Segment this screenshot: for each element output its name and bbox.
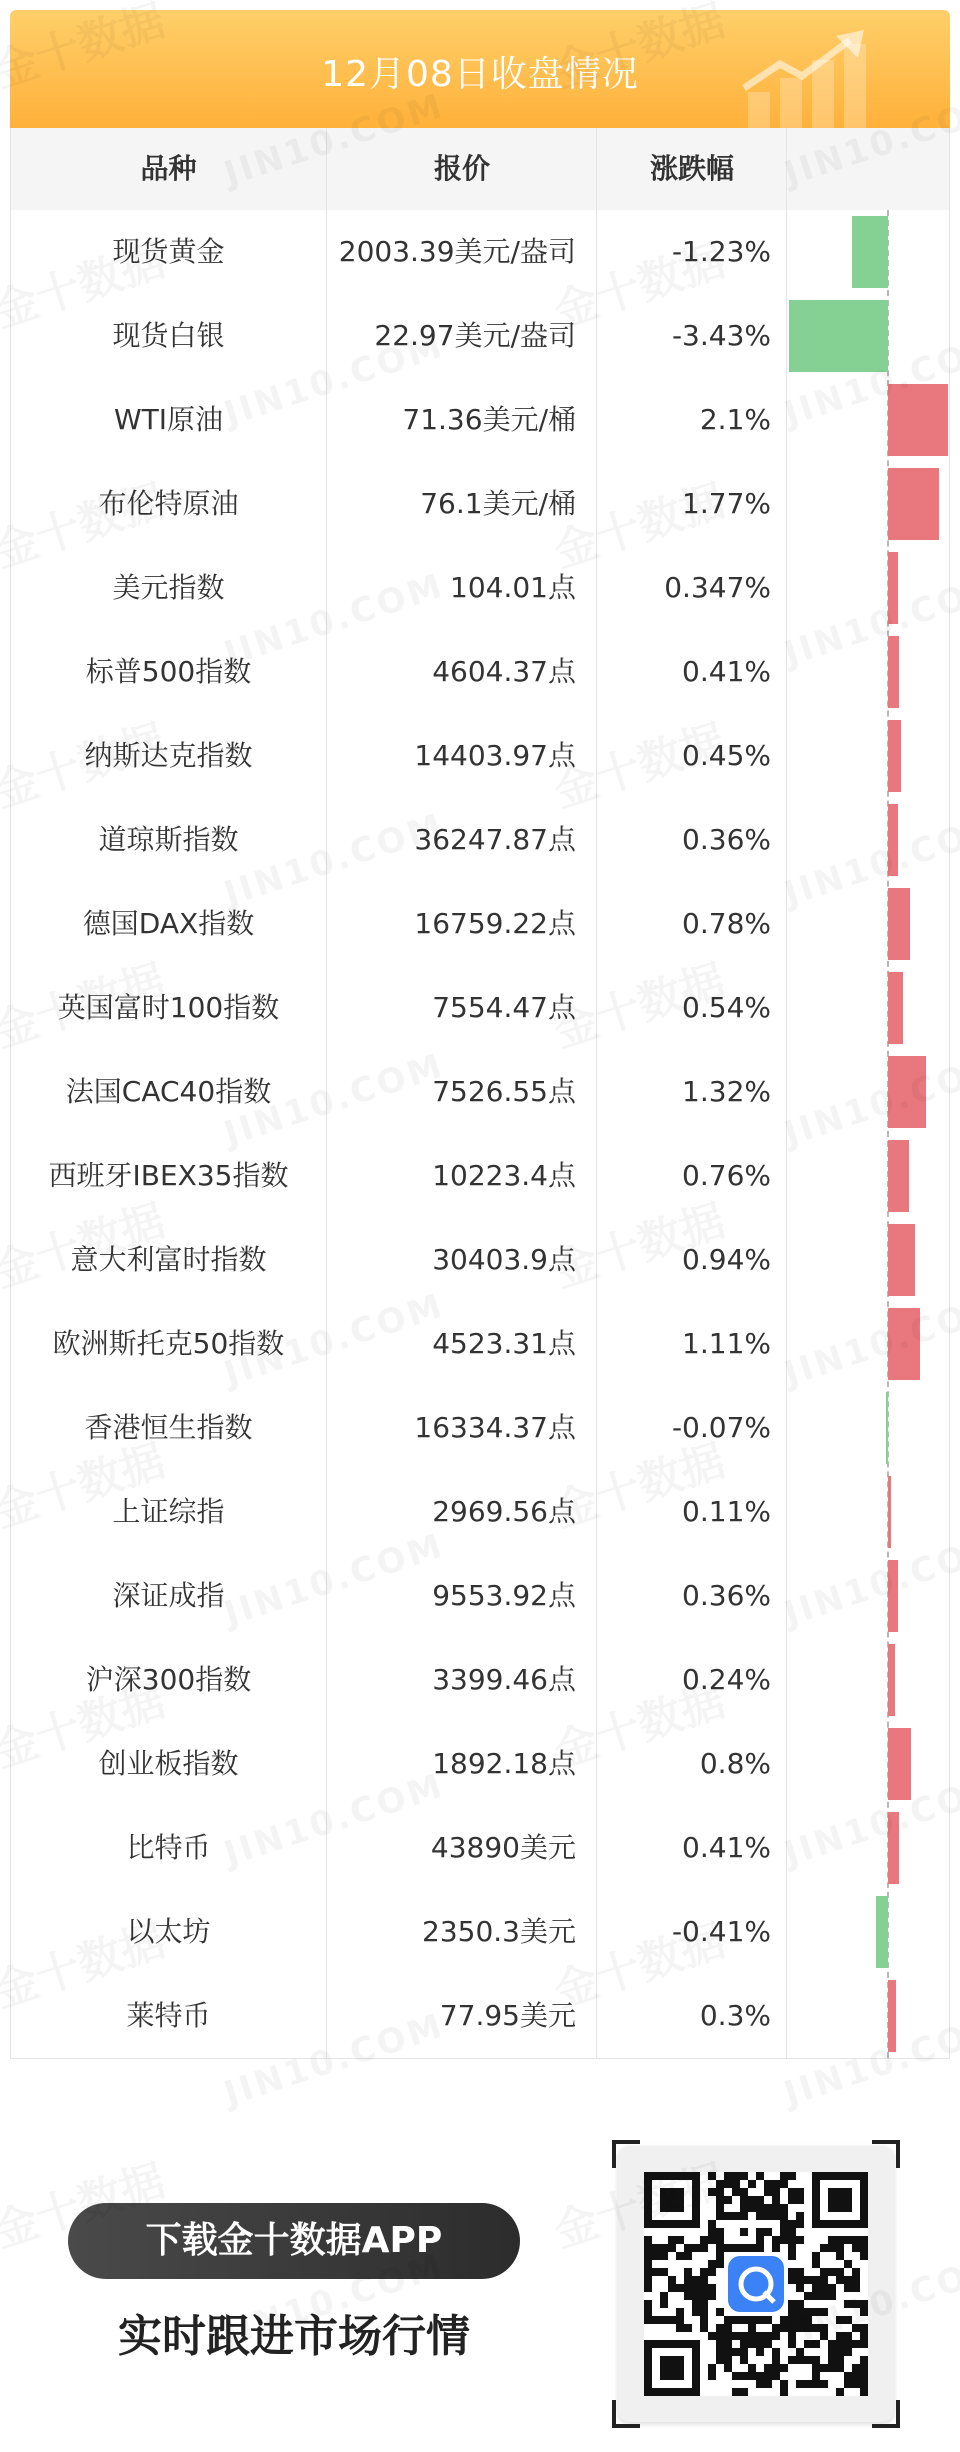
qr-corner-mark — [612, 2140, 640, 2168]
price-value: 16334.37点 — [414, 1411, 576, 1444]
gain-bar — [888, 1980, 897, 2052]
price-value: 7554.47点 — [432, 991, 576, 1024]
change-value: 1.11% — [682, 1327, 771, 1360]
page-title: 12月08日收盘情况 — [321, 54, 639, 95]
change-value: 0.347% — [664, 571, 771, 604]
gain-bar — [888, 1476, 891, 1548]
qr-corner-mark — [872, 2140, 900, 2168]
instrument-name: 美元指数 — [112, 571, 225, 604]
instrument-name: 现货黄金 — [112, 235, 225, 268]
change-value: -3.43% — [671, 319, 771, 352]
gain-bar — [888, 1560, 898, 1632]
column-header-price: 报价 — [326, 128, 597, 210]
price-value: 9553.92点 — [432, 1579, 576, 1612]
table-body — [10, 210, 950, 2059]
gain-bar — [888, 384, 948, 456]
gain-bar — [888, 468, 939, 540]
qr-corner-mark — [872, 2400, 900, 2428]
gain-bar — [888, 804, 898, 876]
column-header-change: 涨跌幅 — [596, 128, 787, 210]
loss-bar — [852, 216, 887, 288]
table-header — [10, 128, 950, 210]
change-bar-chart — [786, 210, 951, 2058]
qr-corner-mark — [612, 2400, 640, 2428]
change-value: 0.94% — [682, 1243, 771, 1276]
quote-table — [10, 128, 950, 2059]
instrument-name: WTI原油 — [113, 403, 224, 436]
price-value: 7526.55点 — [432, 1075, 576, 1108]
gain-bar — [888, 888, 910, 960]
change-value: 0.78% — [682, 907, 771, 940]
price-value: 4604.37点 — [432, 655, 576, 688]
gain-bar — [888, 1728, 911, 1800]
qr-code-frame — [618, 2146, 894, 2422]
column-header-bar — [786, 128, 952, 210]
gain-bar — [888, 552, 898, 624]
instrument-name: 标普500指数 — [85, 655, 252, 688]
price-value: 14403.97点 — [414, 739, 576, 772]
price-value: 30403.9点 — [432, 1243, 576, 1276]
price-value: 3399.46点 — [432, 1663, 576, 1696]
change-value: 2.1% — [699, 403, 771, 436]
price-value: 2003.39美元/盎司 — [338, 235, 576, 268]
change-value: 0.36% — [682, 823, 771, 856]
change-value: 0.11% — [682, 1495, 771, 1528]
instrument-name: 沪深300指数 — [85, 1663, 252, 1696]
loss-bar — [886, 1392, 888, 1464]
gain-bar — [888, 1056, 926, 1128]
change-value: 0.41% — [682, 655, 771, 688]
gain-bar — [888, 636, 900, 708]
change-value: 1.77% — [682, 487, 771, 520]
gain-bar — [888, 1140, 910, 1212]
price-value: 16759.22点 — [414, 907, 576, 940]
gain-bar — [888, 972, 904, 1044]
price-value: 1892.18点 — [432, 1747, 576, 1780]
price-value: 36247.87点 — [414, 823, 576, 856]
price-value: 10223.4点 — [432, 1159, 576, 1192]
qr-code[interactable] — [644, 2172, 868, 2396]
change-value: 0.24% — [682, 1663, 771, 1696]
loss-bar — [876, 1896, 888, 1968]
change-value: -0.41% — [671, 1915, 771, 1948]
change-value: 1.32% — [682, 1075, 771, 1108]
gain-bar — [888, 720, 901, 792]
price-value: 2350.3美元 — [422, 1915, 576, 1948]
gain-bar — [888, 1644, 895, 1716]
instrument-name: 深证成指 — [112, 1579, 225, 1612]
instrument-name: 欧洲斯托克50指数 — [52, 1327, 285, 1360]
instrument-name: 上证综指 — [112, 1495, 225, 1528]
instrument-name: 以太坊 — [126, 1915, 211, 1948]
instrument-name: 布伦特原油 — [98, 487, 239, 520]
price-value: 4523.31点 — [432, 1327, 576, 1360]
instrument-name: 香港恒生指数 — [84, 1411, 253, 1444]
gain-bar — [888, 1308, 920, 1380]
instrument-name: 现货白银 — [112, 319, 225, 352]
instrument-name: 比特币 — [126, 1831, 211, 1864]
footer-slogan: 实时跟进市场行情 — [118, 2311, 470, 2362]
price-value: 76.1美元/桶 — [420, 487, 576, 520]
gain-bar — [888, 1224, 915, 1296]
change-value: 0.45% — [682, 739, 771, 772]
change-value: -1.23% — [671, 235, 771, 268]
gain-bar — [888, 1812, 900, 1884]
change-value: 0.36% — [682, 1579, 771, 1612]
instrument-name: 意大利富时指数 — [70, 1243, 267, 1276]
loss-bar — [789, 300, 888, 372]
price-value: 104.01点 — [450, 571, 576, 604]
change-value: 0.41% — [682, 1831, 771, 1864]
change-value: 0.76% — [682, 1159, 771, 1192]
price-value: 77.95美元 — [439, 1999, 576, 2032]
price-value: 2969.56点 — [432, 1495, 576, 1528]
instrument-name: 莱特币 — [126, 1999, 211, 2032]
price-value: 71.36美元/桶 — [402, 403, 576, 436]
instrument-name: 德国DAX指数 — [82, 907, 255, 940]
change-value: -0.07% — [671, 1411, 771, 1444]
change-value: 0.54% — [682, 991, 771, 1024]
instrument-name: 纳斯达克指数 — [84, 739, 253, 772]
instrument-name: 法国CAC40指数 — [65, 1075, 272, 1108]
instrument-name: 西班牙IBEX35指数 — [48, 1159, 289, 1192]
column-header-name: 品种 — [140, 152, 197, 185]
change-value: 0.8% — [699, 1747, 771, 1780]
rising-chart-icon — [740, 30, 870, 128]
change-value: 0.3% — [699, 1999, 771, 2032]
price-value: 43890美元 — [430, 1831, 576, 1864]
price-value: 22.97美元/盎司 — [374, 319, 576, 352]
instrument-name: 创业板指数 — [98, 1747, 239, 1780]
header-banner — [10, 10, 950, 128]
instrument-name: 英国富时100指数 — [57, 991, 280, 1024]
download-app-button[interactable]: 下载金十数据APP — [68, 2203, 520, 2279]
instrument-name: 道琼斯指数 — [98, 823, 239, 856]
